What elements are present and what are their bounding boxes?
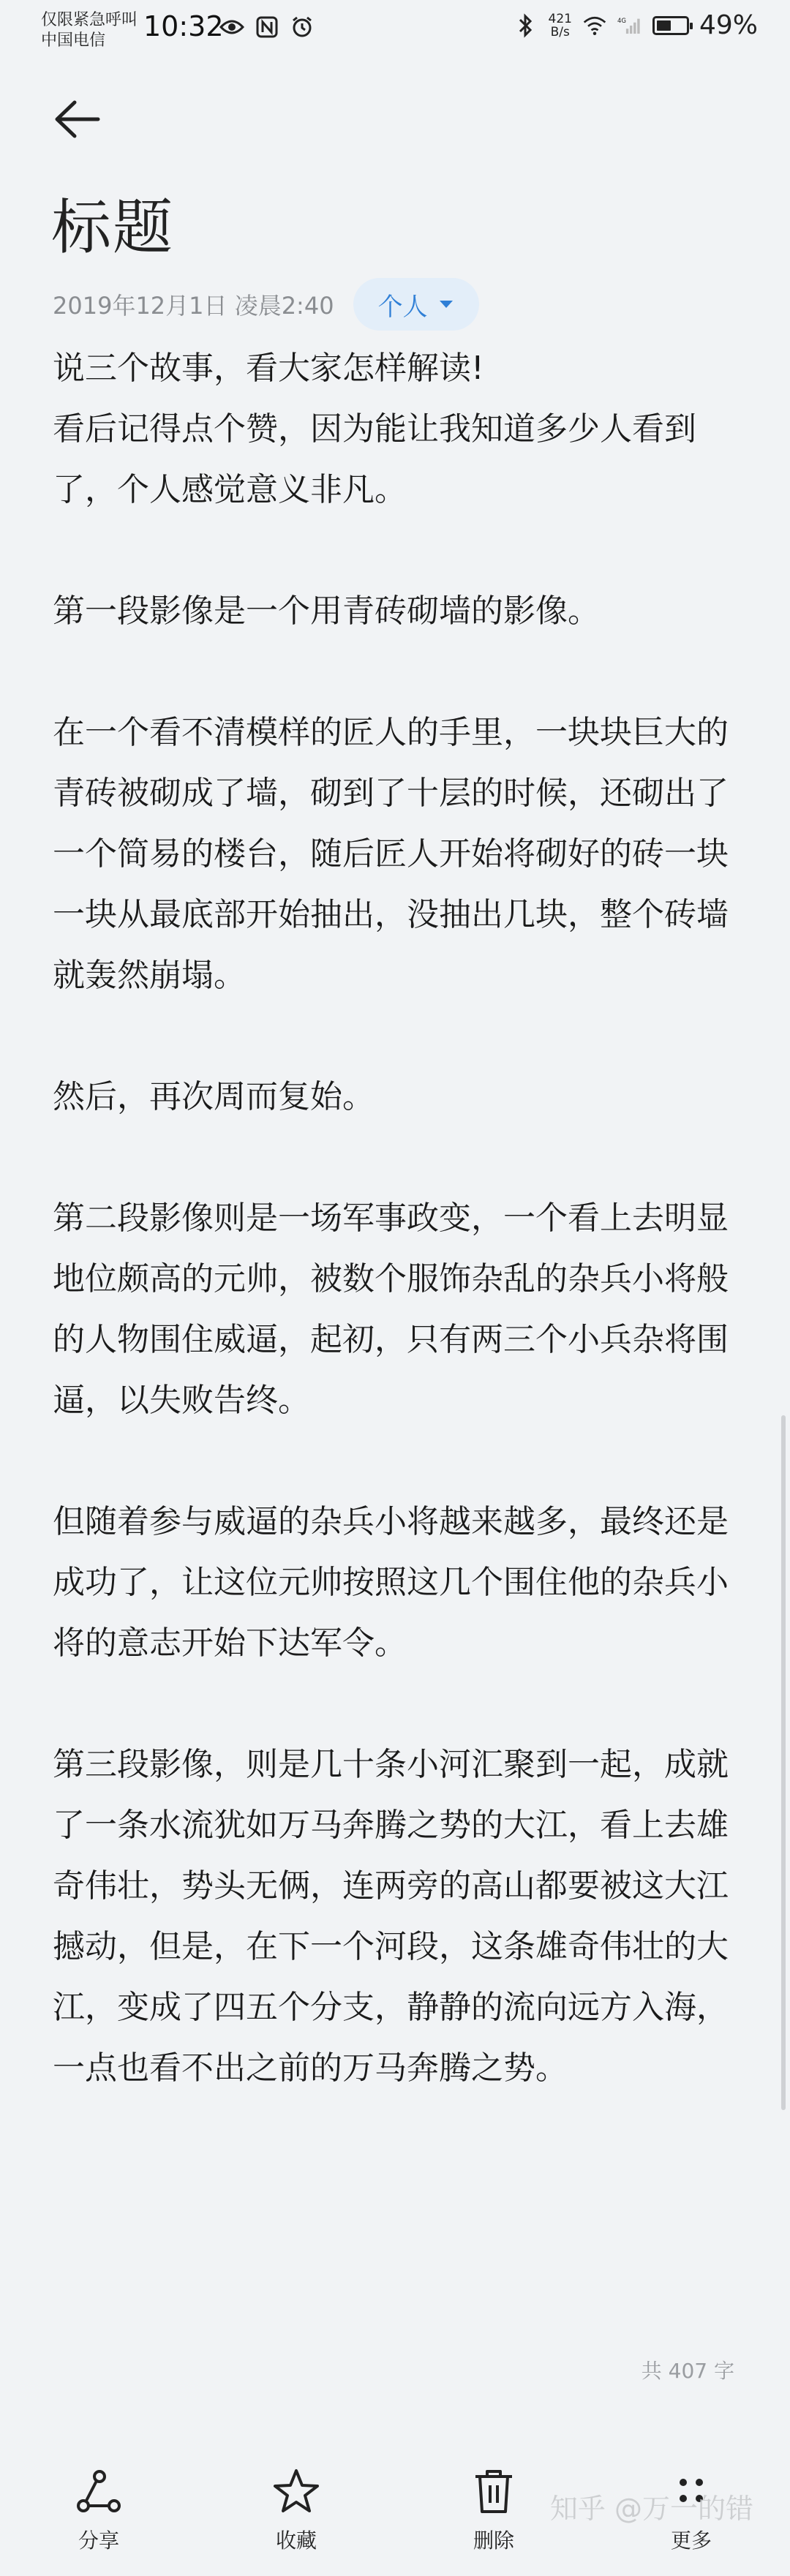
- wifi-icon: [582, 13, 607, 38]
- blank-line: [53, 1431, 737, 1491]
- note-body[interactable]: [53, 338, 737, 2098]
- nfc-icon: [255, 15, 279, 39]
- trash-icon: [468, 2466, 519, 2517]
- note-date: 2019年12月1日 凌晨2:40: [53, 292, 334, 320]
- paragraph: 但随着参与威逼的杂兵小将越来越多，最终还是成功了，让这位元帅按照这几个围住他的杂兵小将的意志开始下达军令。: [53, 1503, 729, 1662]
- net-speed-unit: B/s: [550, 24, 570, 39]
- blank-line: [53, 1673, 737, 1734]
- paragraph: 第三段影像，则是几十条小河汇聚到一起，成就了一条水流犹如万马奔腾之势的大江，看上去雄奇伟壮，势头无俩，连两旁的高山都要被这大江撼动，但是，在下一个河段，这条雄奇伟壮的大江，变成了四五个分支，静静的流向远方入海，一点也看不出之前的万马奔腾之势。: [53, 1746, 729, 2087]
- back-button[interactable]: [51, 94, 102, 145]
- delete-label: 删除: [473, 2528, 514, 2553]
- carrier-info: [41, 10, 138, 51]
- note-meta: [53, 278, 479, 331]
- carrier-line1: 仅限紧急呼叫: [41, 11, 138, 29]
- share-icon: [73, 2466, 124, 2517]
- paragraph: 第二段影像则是一场军事政变，一个看上去明显地位颇高的元帅，被数个服饰杂乱的杂兵小将般的人物围住威逼，起初，只有两三个小兵杂将围逼，以失败告终。: [53, 1200, 729, 1419]
- folder-label: 个人: [377, 292, 428, 322]
- paragraph: 在一个看不清模样的匠人的手里，一块块巨大的青砖被砌成了墙，砌到了十层的时候，还砌出了一个简易的楼台，随后匠人开始将砌好的砖一块一块从最底部开始抽出，没抽出几块，整个砖墙就轰然崩塌。: [53, 714, 729, 994]
- share-label: 分享: [78, 2528, 119, 2553]
- arrow-left-icon: [51, 94, 102, 145]
- favorite-button[interactable]: [198, 2422, 395, 2576]
- watermark: 知乎 @万一的错: [549, 2493, 753, 2525]
- bluetooth-icon: [514, 13, 538, 38]
- paragraph: 说三个故事，看大家怎样解读!: [53, 350, 484, 387]
- paragraph: 第一段影像是一个用青砖砌墙的影像。: [53, 592, 600, 630]
- blank-line: [53, 520, 737, 581]
- caret-down-icon: [438, 299, 454, 309]
- more-label: 更多: [670, 2528, 712, 2553]
- net-speed: [549, 12, 572, 39]
- blank-line: [53, 1006, 737, 1066]
- folder-select[interactable]: [353, 278, 479, 331]
- clock: 10:32: [143, 10, 224, 42]
- paragraph: 然后，再次周而复始。: [53, 1078, 375, 1115]
- alarm-icon: [290, 15, 315, 39]
- battery-fill: [657, 20, 671, 31]
- star-icon: [271, 2466, 322, 2517]
- notification-icons: [219, 15, 315, 39]
- paragraph: 看后记得点个赞，因为能让我知道多少人看到了，个人感觉意义非凡。: [53, 410, 696, 508]
- carrier-line2: 中国电信: [41, 31, 106, 50]
- favorite-label: 收藏: [275, 2528, 317, 2553]
- signal-icon: [617, 13, 642, 38]
- status-bar: [0, 0, 790, 61]
- share-button[interactable]: [0, 2422, 198, 2576]
- system-indicators: [514, 10, 758, 40]
- signal-label: 4G: [617, 17, 626, 25]
- word-count: 共 407 字: [641, 2359, 734, 2383]
- eye-icon: [219, 15, 244, 39]
- battery-icon: [652, 16, 689, 35]
- battery-percent: 49%: [699, 10, 758, 40]
- blank-line: [53, 641, 737, 702]
- note-title[interactable]: 标题: [51, 193, 175, 263]
- net-speed-value: 421: [548, 11, 572, 26]
- blank-line: [53, 1127, 737, 1188]
- scrollbar[interactable]: [781, 1415, 786, 2110]
